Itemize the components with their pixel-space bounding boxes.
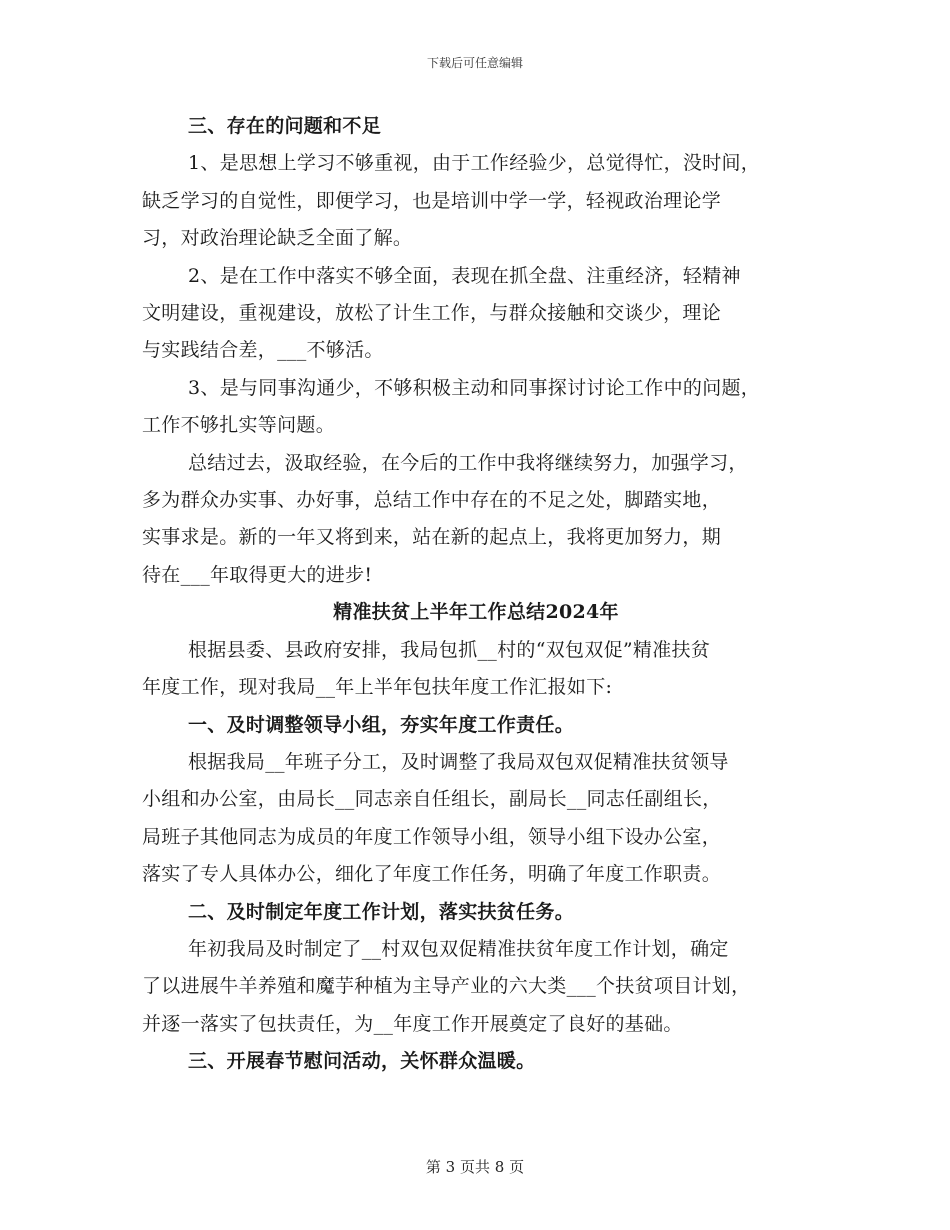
text-line: 工作不够扎实等问题。 [142,414,336,437]
text-line: 2、是在工作中落实不够全面，表现在抓全盘、注重经济，轻精神 [188,264,741,287]
text-line: 年初我局及时制定了__村双包双促精准扶贫年度工作计划，确定 [188,937,729,960]
text-line: 缺乏学习的自觉性，即便学习，也是培训中学一学，轻视政治理论学 [142,189,722,212]
text-line: 总结过去，汲取经验，在今后的工作中我将继续努力，加强学习， [188,451,748,474]
text-line: 落实了专人具体办公，细化了年度工作任务，明确了年度工作职责。 [142,863,722,886]
section-heading: 三、开展春节慰问活动，关怀群众温暖。 [188,1050,536,1073]
page-number: 第 3 页共 8 页 [425,1158,525,1176]
header-note: 下载后可任意编辑 [426,56,523,70]
text-line: 与实践结合差，___不够活。 [142,339,384,362]
text-line: 并逐一落实了包扶责任，为__年度工作开展奠定了良好的基础。 [142,1012,683,1035]
text-line: 1、是思想上学习不够重视，由于工作经验少，总觉得忙，没时间， [188,152,761,175]
text-line: 实事求是。新的一年又将到来，站在新的起点上，我将更加努力，期 [142,526,722,549]
text-line: 待在___年取得更大的进步! [142,563,373,586]
document-body [142,108,810,1081]
text-line: 局班子其他同志为成员的年度工作领导小组，领导小组下设办公室， [142,825,722,848]
text-line: 根据我局__年班子分工，及时调整了我局双包双促精准扶贫领导 [188,750,729,773]
text-line: 小组和办公室，由局长__同志亲自任组长，副局长__同志任副组长， [142,788,722,811]
text-line: 根据县委、县政府安排，我局包抓__村的“双包双促”精准扶贫 [188,638,711,661]
text-line: 年度工作，现对我局__年上半年包扶年度工作汇报如下: [142,676,613,699]
text-line: 多为群众办实事、办好事，总结工作中存在的不足之处，脚踏实地， [142,489,722,512]
text-line: 习，对政治理论缺乏全面了解。 [142,227,413,250]
text-line: 3、是与同事沟通少，不够积极主动和同事探讨讨论工作中的问题， [188,376,761,399]
section-heading: 三、存在的问题和不足 [188,115,382,137]
section-heading: 一、及时调整领导小组，夯实年度工作责任。 [188,713,575,736]
section-heading: 二、及时制定年度工作计划，落实扶贫任务。 [188,900,575,923]
text-line: 文明建设，重视建设，放松了计生工作，与群众接触和交谈少，理论 [142,302,722,325]
text-line: 了以进展牛羊养殖和魔芋种植为主导产业的六大类___个扶贫项目计划， [142,975,751,998]
section-title: 精准扶贫上半年工作总结2024年 [333,601,619,624]
